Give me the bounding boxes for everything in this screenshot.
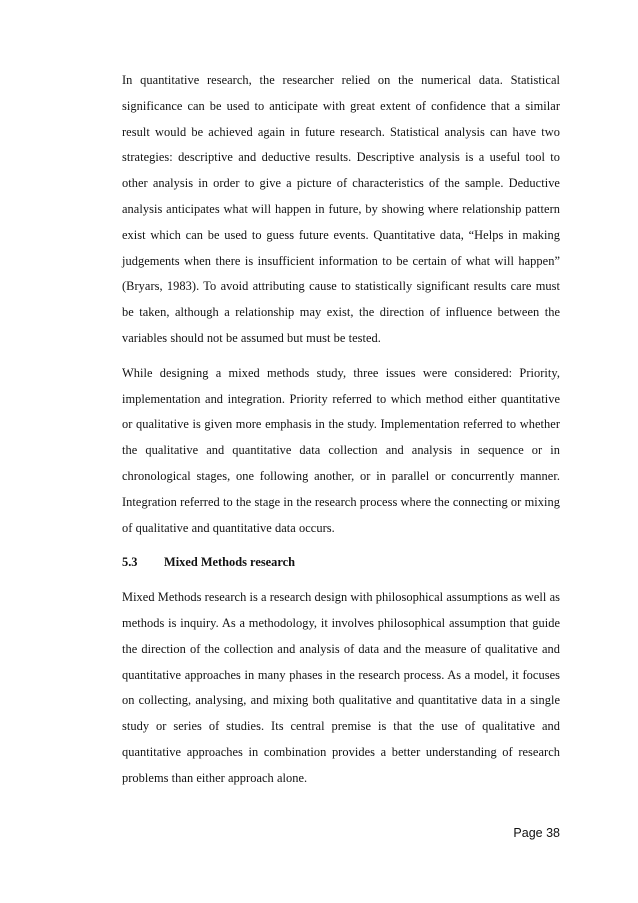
section-heading [122,550,560,576]
paragraph-mixed-methods-design: While designing a mixed methods study, three issues were considered: Priority, implementation and integration. Priority referred to which method either quantitative or qualitative is given more emphasis in the study. Implementation referred to whether the qualitative and quantitative data collection and analysis in sequence or in chronological stages, one following another, or in parallel or concurrently manner. Integration referred to the stage in the research process where the connecting or mixing of qualitative and quantitative data occurs. [122,365,560,535]
paragraph-mixed-methods-research: Mixed Methods research is a research design with philosophical assumptions as well as methods is inquiry. As a methodology, it involves philosophical assumption that guide the direction of the collection and analysis of data and the measure of qualitative and quantitative approaches in many phases in the research process. As a model, it focuses on collecting, analysing, and mixing both qualitative and quantitative data in a single study or series of studies. Its central premise is that the use of qualitative and quantitative approaches in combination provides a better understanding of research problems than either approach alone. [122,590,560,785]
page-number: Page 38 [513,826,560,840]
section-number: 5.3 [122,555,138,570]
paragraph-quantitative-research: In quantitative research, the researcher relied on the numerical data. Statistical significance can be used to anticipate with great extent of confidence that a similar result would be achieved again in future research. Statistical analysis can have two strategies: descriptive and deductive results. Descriptive analysis is a useful tool to other analysis in order to give a picture of characteristics of the sample. Deductive analysis anticipates what will happen in future, by showing where relationship pattern exist which can be used to guess future events. Quantitative data, “Helps in making judgements when there is insufficient information to be certain of what will happen” (Bryars, 1983). To avoid attributing cause to statistically significant results care must be taken, although a relationship may exist, the direction of influence between the variables should not be assumed but must be tested. [122,73,560,345]
page-body [122,68,560,792]
section-title: Mixed Methods research [164,555,295,570]
